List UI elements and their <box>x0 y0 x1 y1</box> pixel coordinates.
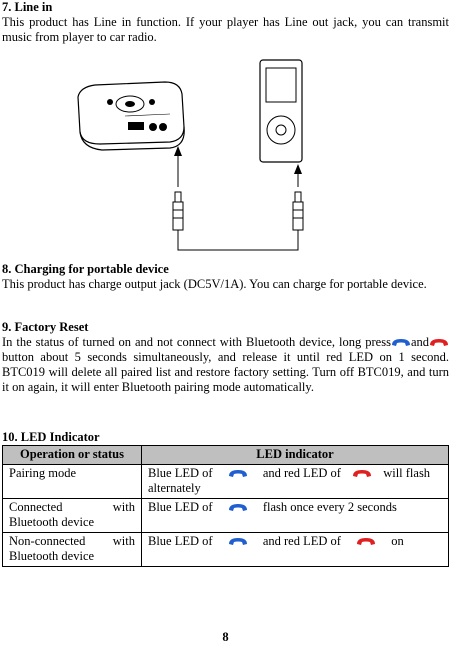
led-text: will flash alternately <box>148 466 431 495</box>
led-text: flash once every 2 seconds <box>262 500 397 514</box>
section-line-in <box>2 0 449 45</box>
section-heading: 8. Charging for portable device <box>2 262 169 276</box>
led-indicator-table <box>2 445 449 567</box>
section-heading: 7. Line in <box>2 0 53 14</box>
blue-phone-icon <box>226 502 250 514</box>
led-cell <box>142 533 449 567</box>
status-cell: Non-connected with Bluetooth device <box>3 533 142 567</box>
table-header-row <box>3 446 449 465</box>
table-row <box>3 465 449 499</box>
table-row <box>3 533 449 567</box>
section-charging <box>2 262 449 292</box>
reset-text-part: In the status of turned on and not connect with Bluetooth device, long press <box>2 335 391 349</box>
reset-text-part: and <box>410 335 429 349</box>
led-text: and red LED of <box>262 534 341 548</box>
table-row <box>3 499 449 533</box>
red-phone-icon <box>429 337 449 349</box>
section-text: This product has charge output jack (DC5V/1A). You can charge for portable device. <box>2 277 427 291</box>
column-header: Operation or status <box>3 446 142 465</box>
section-factory-reset <box>2 320 449 395</box>
led-text: and red LED of <box>262 466 341 480</box>
page-number: 8 <box>222 630 229 644</box>
led-cell <box>142 465 449 499</box>
column-header: LED indicator <box>142 446 449 465</box>
led-text: Blue LED of <box>148 500 213 514</box>
section-led-indicator <box>2 430 449 567</box>
audio-plug-right-icon <box>293 192 303 230</box>
blue-phone-icon <box>226 468 250 480</box>
section-text <box>2 335 449 395</box>
led-text: Blue LED of <box>148 534 213 548</box>
section-text: This product has Line in function. If your player has Line out jack, you can transmit music from player to car radio. <box>2 15 449 44</box>
audio-plug-left-icon <box>173 192 183 230</box>
status-cell: Pairing mode <box>3 465 142 499</box>
line-in-illustration <box>70 52 370 257</box>
blue-phone-icon <box>226 536 250 548</box>
led-text: on <box>391 534 404 548</box>
led-cell <box>142 499 449 533</box>
status-cell: Connected with Bluetooth device <box>3 499 142 533</box>
section-heading: 9. Factory Reset <box>2 320 89 334</box>
blue-phone-icon <box>391 337 411 349</box>
car-kit-device-icon <box>78 82 184 150</box>
red-phone-icon <box>354 536 378 548</box>
red-phone-icon <box>350 468 374 480</box>
section-heading: 10. LED Indicator <box>2 430 100 444</box>
reset-text-part: button about 5 seconds simultaneously, and release it until red LED on 1 second. BTC019 will delete all paired list and restore factory setting. Turn off BTC019, and turn it on again, it will enter Bluetooth pairing mode automatically. <box>2 350 449 394</box>
media-player-icon <box>260 60 302 162</box>
led-text: Blue LED of <box>148 466 213 480</box>
